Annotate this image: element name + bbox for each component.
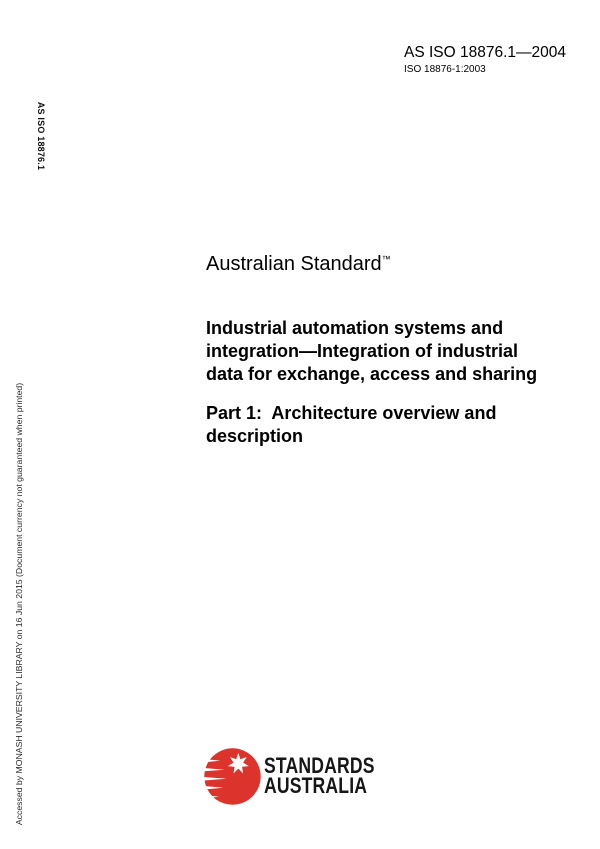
document-title-line: Industrial automation systems and — [206, 318, 504, 338]
document-title — [206, 317, 537, 386]
iso-reference: ISO 18876-1:2003 — [404, 64, 486, 75]
spine-standard-number: AS ISO 18876.1 — [36, 101, 46, 171]
part-title — [206, 402, 496, 448]
document-title-line: data for exchange, access and sharing — [206, 364, 538, 384]
trademark-symbol: ™ — [381, 254, 392, 264]
document-title-line: integration—Integration of industrial — [206, 341, 518, 361]
spine-access-note: Accessed by MONASH UNIVERSITY LIBRARY on 16 Jun 2015 (Document currency not guaranteed when printed) — [14, 382, 24, 826]
australian-standard-heading — [206, 253, 391, 276]
standard-designation-block — [404, 44, 566, 76]
brand-name: Australian Standard — [206, 253, 382, 275]
organisation-name — [264, 753, 375, 798]
part-title-line: Part 1: Architecture overview and — [206, 403, 497, 423]
standards-australia-ball-icon — [204, 748, 261, 805]
organisation-name-line: AUSTRALIA — [264, 773, 368, 798]
standard-designation: AS ISO 18876.1—2004 — [404, 44, 567, 61]
organisation-name-line: STANDARDS — [264, 753, 375, 778]
part-title-line: description — [206, 426, 304, 446]
